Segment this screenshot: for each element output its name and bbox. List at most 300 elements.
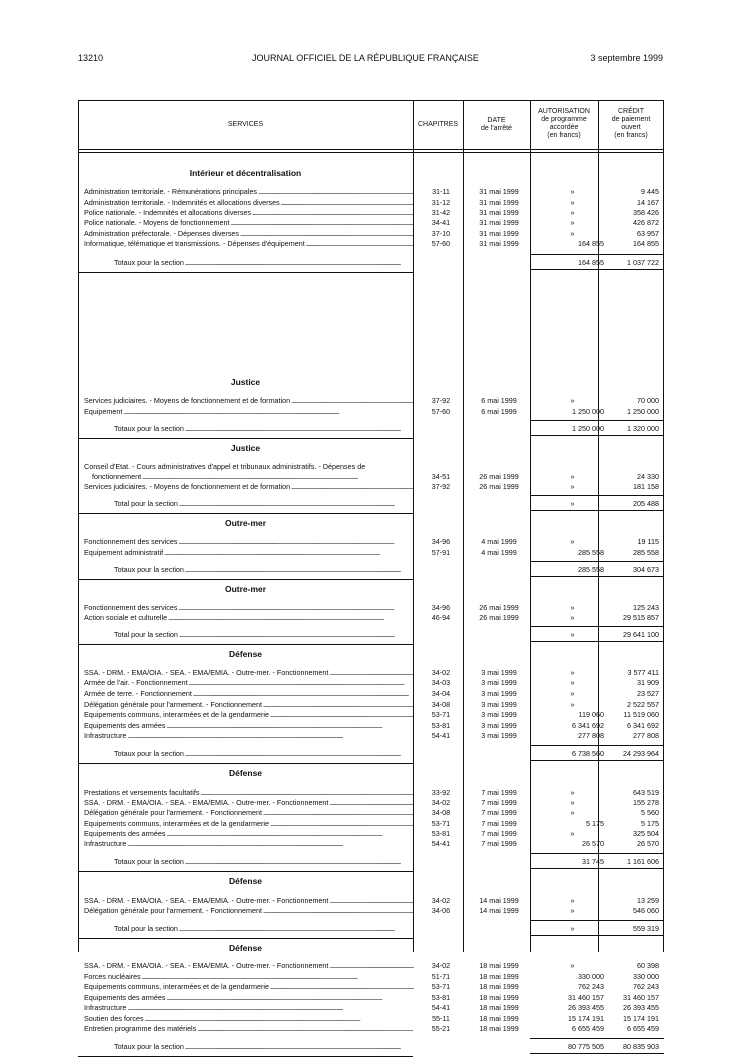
total-rule [530, 254, 664, 255]
credit-cell: 14 167 [637, 198, 659, 207]
autorisation-cell: 6 341 692 [572, 721, 604, 730]
chapitre-cell: 46-94 [431, 613, 451, 622]
date-cell: 7 mai 1999 [481, 829, 517, 838]
autorisation-cell: 5 175 [586, 819, 604, 828]
credit-cell: 5 560 [641, 808, 659, 817]
credit-cell: 63 957 [637, 229, 659, 238]
chapitre-cell: 54-41 [431, 1003, 451, 1012]
journal-title: JOURNAL OFFICIEL DE LA RÉPUBLIQUE FRANÇAISE [252, 53, 479, 63]
service-cell: Police nationale. - Indemnités et allocations diverses ..... [84, 208, 414, 218]
chapitre-cell: 55-11 [432, 1014, 450, 1023]
chapitre-cell: 53-71 [431, 710, 451, 719]
autorisation-cell: » [570, 537, 575, 546]
date-cell: 3 mai 1999 [481, 700, 517, 709]
table-row [78, 700, 664, 710]
table-top-rule [78, 100, 664, 101]
table-row [78, 839, 664, 849]
total-autorisation: 6 738 560 [572, 749, 604, 758]
service-cell: Action sociale et culturelle ..... [84, 613, 414, 623]
autorisation-cell: 330 000 [578, 972, 604, 981]
date-cell: 7 mai 1999 [481, 819, 517, 828]
col-header-credit-line4: (en francs) [614, 132, 648, 139]
service-cell: Equipements des armées ..... [84, 721, 414, 731]
chapitre-cell: 57-60 [431, 407, 451, 416]
chapitre-cell: 53-81 [431, 993, 451, 1002]
chapitre-cell: 53-71 [431, 819, 451, 828]
total-credit: 80 835 903 [623, 1042, 659, 1051]
date-cell: 3 mai 1999 [481, 721, 517, 730]
service-cell: Soutien des forces ..... [84, 1014, 414, 1024]
table-row [78, 462, 664, 472]
date-cell: 26 mai 1999 [479, 603, 519, 612]
section-title: Défense [228, 943, 263, 953]
total-credit: 205 488 [633, 499, 659, 508]
autorisation-cell: » [570, 198, 575, 207]
table-row [78, 198, 664, 208]
credit-cell: 285 558 [633, 548, 659, 557]
total-autorisation: » [570, 924, 575, 933]
service-cell: Police nationale. - Moyens de fonctionnement ..... [84, 218, 414, 228]
autorisation-cell: 285 558 [578, 548, 604, 557]
total-row [78, 630, 664, 640]
autorisation-cell: » [570, 689, 575, 698]
autorisation-cell: 6 655 459 [572, 1024, 604, 1033]
credit-cell: 5 175 [641, 819, 659, 828]
section-title: Justice [230, 443, 261, 453]
col-header-date [463, 117, 530, 133]
date-cell: 18 mai 1999 [479, 1014, 519, 1023]
chapitre-cell: 34-41 [431, 218, 451, 227]
table-row [78, 482, 664, 492]
chapitre-cell: 34-02 [431, 798, 451, 807]
service-cell: Délégation générale pour l'armement. - Fonctionnement ..... [84, 700, 414, 710]
date-cell: 14 mai 1999 [479, 906, 519, 915]
total-rule-bottom [530, 868, 664, 869]
chapitre-cell: 37-10 [431, 229, 451, 238]
table-row [78, 187, 664, 197]
chapitre-cell: 34-06 [431, 906, 451, 915]
chapitre-cell: 51-71 [431, 972, 451, 981]
date-cell: 31 mai 1999 [479, 208, 519, 217]
service-cell: Prestations et versements facultatifs ..... [84, 788, 414, 798]
credit-cell: 26 570 [637, 839, 659, 848]
col-header-chapitres: CHAPITRES [417, 121, 459, 128]
service-cell: Informatique, télématique et transmissions. - Dépenses d'équipement ..... [84, 239, 414, 249]
total-label: Totaux pour la section ..... [114, 749, 414, 759]
credit-cell: 2 522 557 [627, 700, 659, 709]
table-row [78, 548, 664, 558]
service-cell: Equipements communs, interarmées et de la gendarmerie ..... [84, 710, 414, 720]
total-label: Totaux pour la section ..... [114, 424, 414, 434]
credit-cell: 13 259 [637, 896, 659, 905]
total-row [78, 424, 664, 434]
autorisation-cell: » [570, 229, 575, 238]
table-row [78, 396, 664, 406]
total-credit: 1 320 000 [627, 424, 659, 433]
budget-table [78, 100, 664, 1051]
col-header-date-line2: de l'arrêté [481, 125, 512, 132]
service-cell: Fonctionnement des services ..... [84, 603, 414, 613]
header-bottom-rule [78, 149, 664, 150]
total-label: Total pour la section ..... [114, 630, 414, 640]
total-label: Totaux pour la section ..... [114, 565, 414, 575]
autorisation-cell: » [570, 678, 575, 687]
autorisation-cell: » [570, 808, 575, 817]
table-row [78, 1024, 664, 1034]
total-rule [530, 626, 664, 627]
autorisation-cell: 164 855 [578, 239, 604, 248]
credit-cell: 26 393 455 [623, 1003, 659, 1012]
date-cell: 3 mai 1999 [481, 710, 517, 719]
service-cell: SSA. - DRM. - EMA/OIA. - SEA. - EMA/EMIA. - Outre-mer. - Fonctionnement ..... [84, 961, 414, 971]
table-row [78, 239, 664, 249]
total-credit: 304 673 [633, 565, 659, 574]
credit-cell: 358 426 [633, 208, 659, 217]
credit-cell: 19 115 [637, 537, 659, 546]
service-cell: Conseil d'Etat. - Cours administratives d'appel et tribunaux administratifs. - Dépenses de [84, 462, 366, 471]
chapitre-cell: 57-60 [431, 239, 451, 248]
chapitre-cell: 34-51 [431, 472, 451, 481]
col-header-autorisation-line2: de programme [541, 116, 587, 123]
chapitre-cell: 34-03 [431, 678, 451, 687]
col-header-autorisation-line4: (en francs) [547, 132, 581, 139]
service-cell: Services judiciaires. - Moyens de fonctionnement et de formation ..... [84, 396, 414, 406]
col-header-autorisation [530, 108, 598, 140]
chapitre-cell: 55-21 [431, 1024, 451, 1033]
date-cell: 4 mai 1999 [481, 548, 517, 557]
col-header-credit-line1: CRÉDIT [617, 108, 645, 115]
section-separator [78, 763, 413, 764]
autorisation-cell: 762 243 [578, 982, 604, 991]
table-row [78, 731, 664, 741]
section-separator [78, 272, 413, 273]
credit-cell: 9 445 [641, 187, 659, 196]
chapitre-cell: 53-81 [431, 721, 451, 730]
table-row [78, 678, 664, 688]
table-row [78, 906, 664, 916]
table-row [78, 603, 664, 613]
chapitre-cell: 34-96 [431, 537, 451, 546]
date-cell: 6 mai 1999 [481, 396, 517, 405]
header-bottom-rule-2 [78, 152, 664, 153]
total-label: Totaux pour la section ..... [114, 258, 414, 268]
total-row [78, 258, 664, 268]
date-cell: 3 mai 1999 [481, 678, 517, 687]
table-row [78, 537, 664, 547]
table-row [78, 229, 664, 239]
total-autorisation: 31 745 [582, 857, 604, 866]
chapitre-cell: 33-92 [431, 788, 451, 797]
total-row [78, 749, 664, 759]
chapitre-cell: 34-08 [431, 700, 451, 709]
service-cell: Administration préfectorale. - Dépenses diverses ..... [84, 229, 414, 239]
autorisation-cell: 31 460 157 [568, 993, 604, 1002]
credit-cell: 546 060 [633, 906, 659, 915]
date-cell: 4 mai 1999 [481, 537, 517, 546]
table-row [78, 1003, 664, 1013]
table-row [78, 993, 664, 1003]
total-rule-bottom [530, 269, 664, 270]
total-label: Totaux pour la section ..... [114, 857, 414, 867]
total-row [78, 1042, 664, 1052]
table-row [78, 218, 664, 228]
autorisation-cell: » [570, 829, 575, 838]
chapitre-cell: 34-08 [431, 808, 451, 817]
chapitre-cell: 34-96 [431, 603, 451, 612]
autorisation-cell: » [570, 218, 575, 227]
service-cell: Equipements des armées ..... [84, 829, 414, 839]
service-cell: Délégation générale pour l'armement. - Fonctionnement ..... [84, 808, 414, 818]
col-header-autorisation-line3: accordée [549, 124, 579, 131]
credit-cell: 31 460 157 [623, 993, 659, 1002]
total-autorisation: » [570, 499, 575, 508]
chapitre-cell: 37-92 [431, 396, 451, 405]
total-credit: 29 641 100 [623, 630, 659, 639]
chapitre-cell: 54-41 [431, 839, 451, 848]
table-row [78, 788, 664, 798]
col-header-autorisation-line1: AUTORISATION [538, 108, 590, 115]
section-title: Défense [228, 649, 263, 659]
date-cell: 7 mai 1999 [481, 788, 517, 797]
section-separator [78, 579, 413, 580]
credit-cell: 15 174 191 [623, 1014, 659, 1023]
credit-cell: 426 872 [633, 218, 659, 227]
publication-date: 3 septembre 1999 [590, 53, 663, 63]
credit-cell: 24 330 [637, 472, 659, 481]
autorisation-cell: » [570, 613, 575, 622]
date-cell: 18 mai 1999 [479, 1024, 519, 1033]
date-cell: 7 mai 1999 [481, 839, 517, 848]
total-label: Total pour la section ..... [114, 924, 414, 934]
chapitre-cell: 34-02 [431, 961, 451, 970]
service-cell: Infrastructure ..... [84, 839, 414, 849]
table-row [78, 710, 664, 720]
date-cell: 18 mai 1999 [479, 982, 519, 991]
credit-cell: 31 909 [637, 678, 659, 687]
credit-cell: 125 243 [633, 603, 659, 612]
service-cell: Administration territoriale. - Indemnités et allocations diverses ..... [84, 198, 414, 208]
section-title: Justice [230, 377, 261, 387]
total-rule [530, 420, 664, 421]
service-cell: Infrastructure ..... [84, 731, 414, 741]
service-cell: Armée de terre. - Fonctionnement ..... [84, 689, 414, 699]
chapitre-cell: 57-91 [431, 548, 451, 557]
chapitre-cell: 34-04 [431, 689, 451, 698]
total-rule-bottom [530, 1053, 664, 1054]
section-separator [78, 513, 413, 514]
service-cell: Fonctionnement des services ..... [84, 537, 414, 547]
date-cell: 26 mai 1999 [479, 482, 519, 491]
section-title: Défense [228, 876, 263, 886]
autorisation-cell: » [570, 603, 575, 612]
autorisation-cell: 15 174 191 [568, 1014, 604, 1023]
table-row [78, 982, 664, 992]
service-cell: Entretien programme des matériels ..... [84, 1024, 414, 1034]
col-header-credit [598, 108, 664, 140]
date-cell: 18 mai 1999 [479, 993, 519, 1002]
total-label: Total pour la section ..... [114, 499, 414, 509]
section-title: Défense [228, 768, 263, 778]
credit-cell: 6 341 692 [627, 721, 659, 730]
table-row [78, 668, 664, 678]
service-cell: fonctionnement ..... [92, 472, 422, 482]
service-cell: Infrastructure ..... [84, 1003, 414, 1013]
total-credit: 559 319 [633, 924, 659, 933]
section-title: Intérieur et décentralisation [189, 168, 302, 178]
date-cell: 14 mai 1999 [479, 896, 519, 905]
total-autorisation: 80 775 505 [568, 1042, 604, 1051]
total-row [78, 924, 664, 934]
autorisation-cell: » [570, 187, 575, 196]
table-row [78, 1014, 664, 1024]
section-separator [78, 644, 413, 645]
section-separator [78, 871, 413, 872]
date-cell: 7 mai 1999 [481, 808, 517, 817]
col-header-credit-line2: de paiement [611, 116, 651, 123]
autorisation-cell: 119 060 [578, 710, 604, 719]
table-row [78, 896, 664, 906]
service-cell: SSA. - DRM. - EMA/OIA. - SEA. - EMA/EMIA. - Outre-mer. - Fonctionnement ..... [84, 798, 414, 808]
table-row [78, 961, 664, 971]
credit-cell: 3 577 411 [627, 668, 659, 677]
page-number: 13210 [78, 53, 104, 63]
credit-cell: 181 158 [633, 482, 659, 491]
total-autorisation: 1 250 000 [572, 424, 604, 433]
date-cell: 31 mai 1999 [479, 218, 519, 227]
chapitre-cell: 31-11 [432, 187, 450, 196]
total-rule-bottom [530, 510, 664, 511]
date-cell: 31 mai 1999 [479, 229, 519, 238]
total-rule [530, 920, 664, 921]
autorisation-cell: » [570, 906, 575, 915]
autorisation-cell: » [570, 668, 575, 677]
service-cell: SSA. - DRM. - EMA/OIA. - SEA. - EMA/EMIA. - Outre-mer. - Fonctionnement ..... [84, 896, 414, 906]
chapitre-cell: 53-81 [431, 829, 451, 838]
total-label: Totaux pour la section ..... [114, 1042, 414, 1052]
section-title: Outre-mer [224, 518, 267, 528]
table-row [78, 798, 664, 808]
total-credit: 24 293 964 [623, 749, 659, 758]
total-rule-bottom [530, 641, 664, 642]
total-rule-bottom [530, 935, 664, 936]
total-credit: 1 037 722 [627, 258, 659, 267]
total-row [78, 499, 664, 509]
total-credit: 1 161 606 [627, 857, 659, 866]
date-cell: 3 mai 1999 [481, 689, 517, 698]
service-cell: Equipements des armées ..... [84, 993, 414, 1003]
date-cell: 31 mai 1999 [479, 187, 519, 196]
credit-cell: 164 855 [633, 239, 659, 248]
chapitre-cell: 31-42 [431, 208, 451, 217]
credit-cell: 643 519 [633, 788, 659, 797]
date-cell: 26 mai 1999 [479, 472, 519, 481]
date-cell: 31 mai 1999 [479, 198, 519, 207]
credit-cell: 325 504 [633, 829, 659, 838]
date-cell: 3 mai 1999 [481, 668, 517, 677]
service-cell: SSA. - DRM. - EMA/OIA. - SEA. - EMA/EMIA. - Outre-mer. - Fonctionnement ..... [84, 668, 414, 678]
date-cell: 18 mai 1999 [479, 961, 519, 970]
section-title: Outre-mer [224, 584, 267, 594]
table-row [78, 972, 664, 982]
date-cell: 18 mai 1999 [479, 972, 519, 981]
service-cell: Administration territoriale. - Rémunérations principales ..... [84, 187, 414, 197]
total-row [78, 565, 664, 575]
autorisation-cell: 26 570 [582, 839, 604, 848]
credit-cell: 60 398 [637, 961, 659, 970]
table-row [78, 613, 664, 623]
autorisation-cell: » [570, 700, 575, 709]
total-rule [530, 745, 664, 746]
service-cell: Armée de l'air. - Fonctionnement ..... [84, 678, 414, 688]
autorisation-cell: 277 808 [578, 731, 604, 740]
credit-cell: 23 527 [637, 689, 659, 698]
table-row [78, 472, 664, 482]
date-cell: 18 mai 1999 [479, 1003, 519, 1012]
service-cell: Equipements communs, interarmées et de la gendarmerie ..... [84, 819, 414, 829]
date-cell: 3 mai 1999 [481, 731, 517, 740]
total-autorisation: 285 558 [578, 565, 604, 574]
total-row [78, 857, 664, 867]
autorisation-cell: » [570, 788, 575, 797]
chapitre-cell: 31-12 [431, 198, 451, 207]
credit-cell: 29 515 857 [623, 613, 659, 622]
table-row [78, 407, 664, 417]
total-rule [530, 495, 664, 496]
service-cell: Equipement ..... [84, 407, 414, 417]
autorisation-cell: » [570, 396, 575, 405]
date-cell: 6 mai 1999 [481, 407, 517, 416]
credit-cell: 70 000 [637, 396, 659, 405]
credit-cell: 330 000 [633, 972, 659, 981]
service-cell: Délégation générale pour l'armement. - Fonctionnement ..... [84, 906, 414, 916]
section-separator [78, 438, 413, 439]
service-cell: Services judiciaires. - Moyens de fonctionnement et de formation ..... [84, 482, 414, 492]
col-header-date-line1: DATE [487, 117, 506, 124]
autorisation-cell: » [570, 472, 575, 481]
table-row [78, 829, 664, 839]
credit-cell: 1 250 000 [627, 407, 659, 416]
total-rule [530, 1038, 664, 1039]
chapitre-cell: 37-92 [431, 482, 451, 491]
col-header-services: SERVICES [227, 121, 264, 128]
total-rule-bottom [530, 760, 664, 761]
table-row [78, 689, 664, 699]
chapitre-cell: 34-02 [431, 896, 451, 905]
total-rule-bottom [530, 435, 664, 436]
autorisation-cell: » [570, 961, 575, 970]
total-rule [530, 561, 664, 562]
autorisation-cell: » [570, 482, 575, 491]
col-header-credit-line3: ouvert [621, 124, 641, 131]
total-autorisation: » [570, 630, 575, 639]
table-row [78, 721, 664, 731]
date-cell: 26 mai 1999 [479, 613, 519, 622]
chapitre-cell: 54-41 [431, 731, 451, 740]
autorisation-cell: » [570, 896, 575, 905]
autorisation-cell: 1 250 000 [572, 407, 604, 416]
credit-cell: 6 655 459 [627, 1024, 659, 1033]
service-cell: Equipement administratif ..... [84, 548, 414, 558]
credit-cell: 155 278 [633, 798, 659, 807]
total-autorisation: 164 855 [578, 258, 604, 267]
table-row [78, 808, 664, 818]
autorisation-cell: » [570, 208, 575, 217]
credit-cell: 11 519 060 [623, 710, 659, 719]
credit-cell: 277 808 [633, 731, 659, 740]
credit-cell: 762 243 [633, 982, 659, 991]
date-cell: 7 mai 1999 [481, 798, 517, 807]
table-row [78, 819, 664, 829]
